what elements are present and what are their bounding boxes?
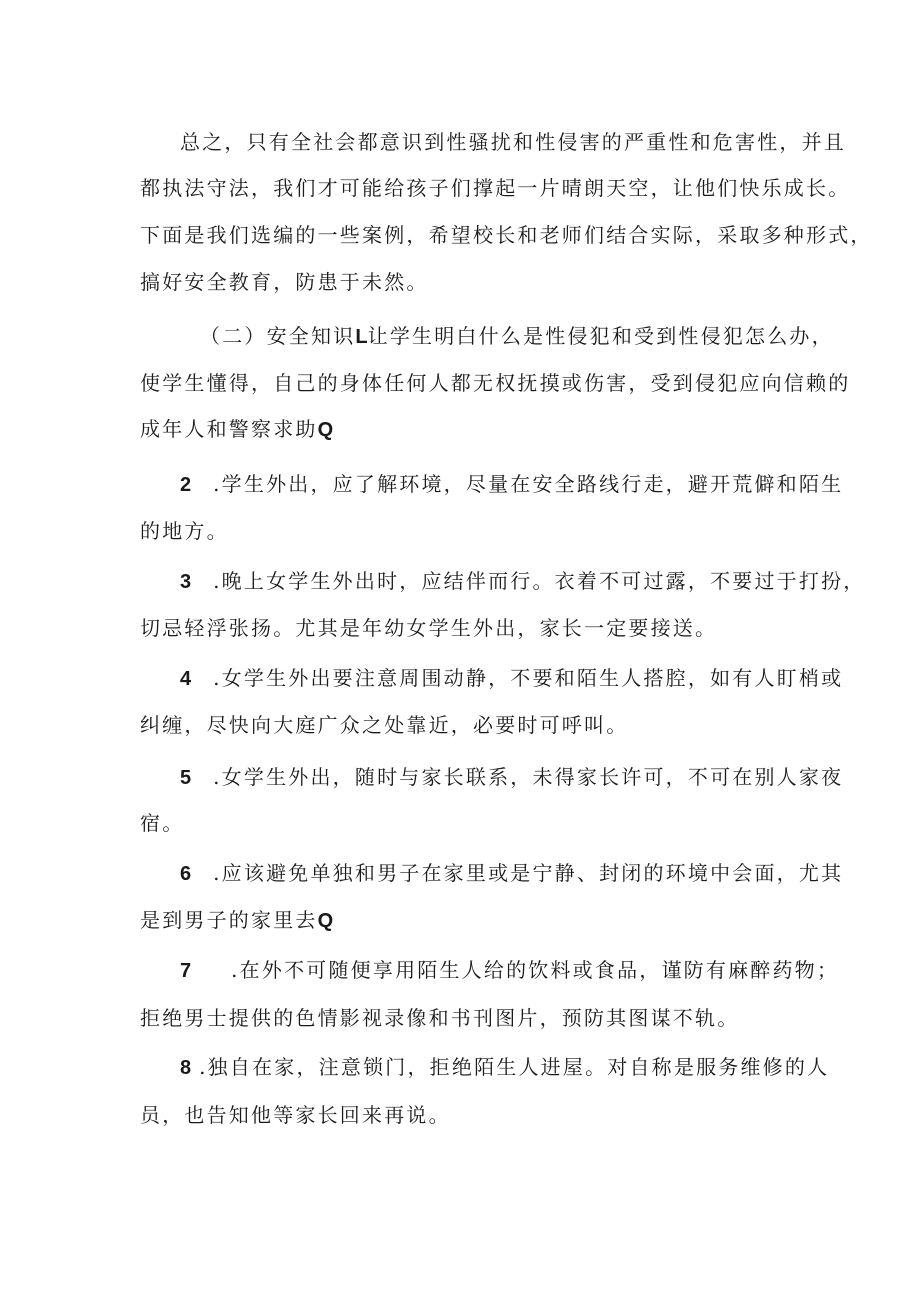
section-heading: （二）安全知识 xyxy=(200,324,356,348)
list-item-8-line-2: 员，也告知他等家长回来再说。 xyxy=(140,1103,451,1127)
list-item-text: .应该避免单独和男子在家里或是宁静、封闭的环境中会面，尤其 xyxy=(213,861,844,885)
list-item-5-line-1 xyxy=(180,762,844,793)
paragraph-1-line-4: 搞好安全教育，防患于未然。 xyxy=(140,270,429,294)
ocr-artifact-q: Q xyxy=(317,910,334,932)
paragraph-2-line-3 xyxy=(140,414,800,445)
paragraph-2-line-1 xyxy=(200,321,834,352)
list-marker-l: L xyxy=(355,326,368,348)
list-item-8-line-1 xyxy=(180,1052,830,1083)
list-item-text: .晚上女学生外出时，应结伴而行。衣着不可过露，不要过于打扮， xyxy=(213,569,866,593)
list-item-3-line-2: 切忌轻浮张扬。尤其是年幼女学生外出，家长一定要接送。 xyxy=(140,616,718,640)
list-item-6-line-2 xyxy=(140,905,800,936)
list-item-text: .女学生外出要注意周围动静，不要和陌生人搭腔，如有人盯梢或 xyxy=(213,666,844,690)
list-item-text: 是到男子的家里去 xyxy=(140,908,318,932)
paragraph-2-line-2: 使学生懂得，自己的身体任何人都无权抚摸或伤害，受到侵犯应向信赖的 xyxy=(140,371,851,395)
list-item-4-line-2: 纠缠，尽快向大庭广众之处靠近，必要时可呼叫。 xyxy=(140,713,629,737)
list-item-text: .在外不可随便享用陌生人给的饮料或食品，谨防有麻醉药物； xyxy=(231,958,840,982)
paragraph-1-line-2: 都执法守法，我们才可能给孩子们撑起一片晴朗天空，让他们快乐成长。 xyxy=(140,176,851,200)
list-item-4-line-1 xyxy=(180,663,844,694)
list-item-number: 6 xyxy=(180,863,192,885)
paragraph-2-line-3-text: 成年人和警察求助 xyxy=(140,417,318,441)
list-item-2-line-1 xyxy=(180,469,844,500)
list-item-5-line-2: 宿。 xyxy=(140,811,185,835)
list-item-number: 8 xyxy=(180,1057,192,1079)
list-item-text: .学生外出，应了解环境，尽量在安全路线行走，避开荒僻和陌生 xyxy=(213,472,844,496)
list-item-number: 3 xyxy=(180,571,192,593)
list-item-number: 7 xyxy=(180,960,192,982)
list-item-7-line-2: 拒绝男士提供的色情影视录像和书刊图片，预防其图谋不轨。 xyxy=(140,1006,740,1030)
list-item-7-line-1 xyxy=(180,955,840,986)
paragraph-1-line-3: 下面是我们选编的一些案例，希望校长和老师们结合实际，采取多种形式， xyxy=(140,223,873,247)
list-item-number: 5 xyxy=(180,767,192,789)
paragraph-1-line-1: 总之，只有全社会都意识到性骚扰和性侵害的严重性和危害性，并且 xyxy=(180,130,846,154)
list-item-3-line-1 xyxy=(180,566,866,597)
list-item-2-line-2: 的地方。 xyxy=(140,519,229,543)
list-item-6-line-1 xyxy=(180,858,844,889)
list-item-text: .独自在家，注意锁门，拒绝陌生人进屋。对自称是服务维修的人 xyxy=(199,1055,830,1079)
ocr-artifact-q: Q xyxy=(317,419,334,441)
paragraph-2-line-1-text: 让学生明白什么是性侵犯和受到性侵犯怎么办， xyxy=(367,324,834,348)
list-item-text: .女学生外出，随时与家长联系，未得家长许可，不可在别人家夜 xyxy=(213,765,844,789)
list-item-number: 2 xyxy=(180,474,192,496)
list-item-number: 4 xyxy=(180,668,192,690)
